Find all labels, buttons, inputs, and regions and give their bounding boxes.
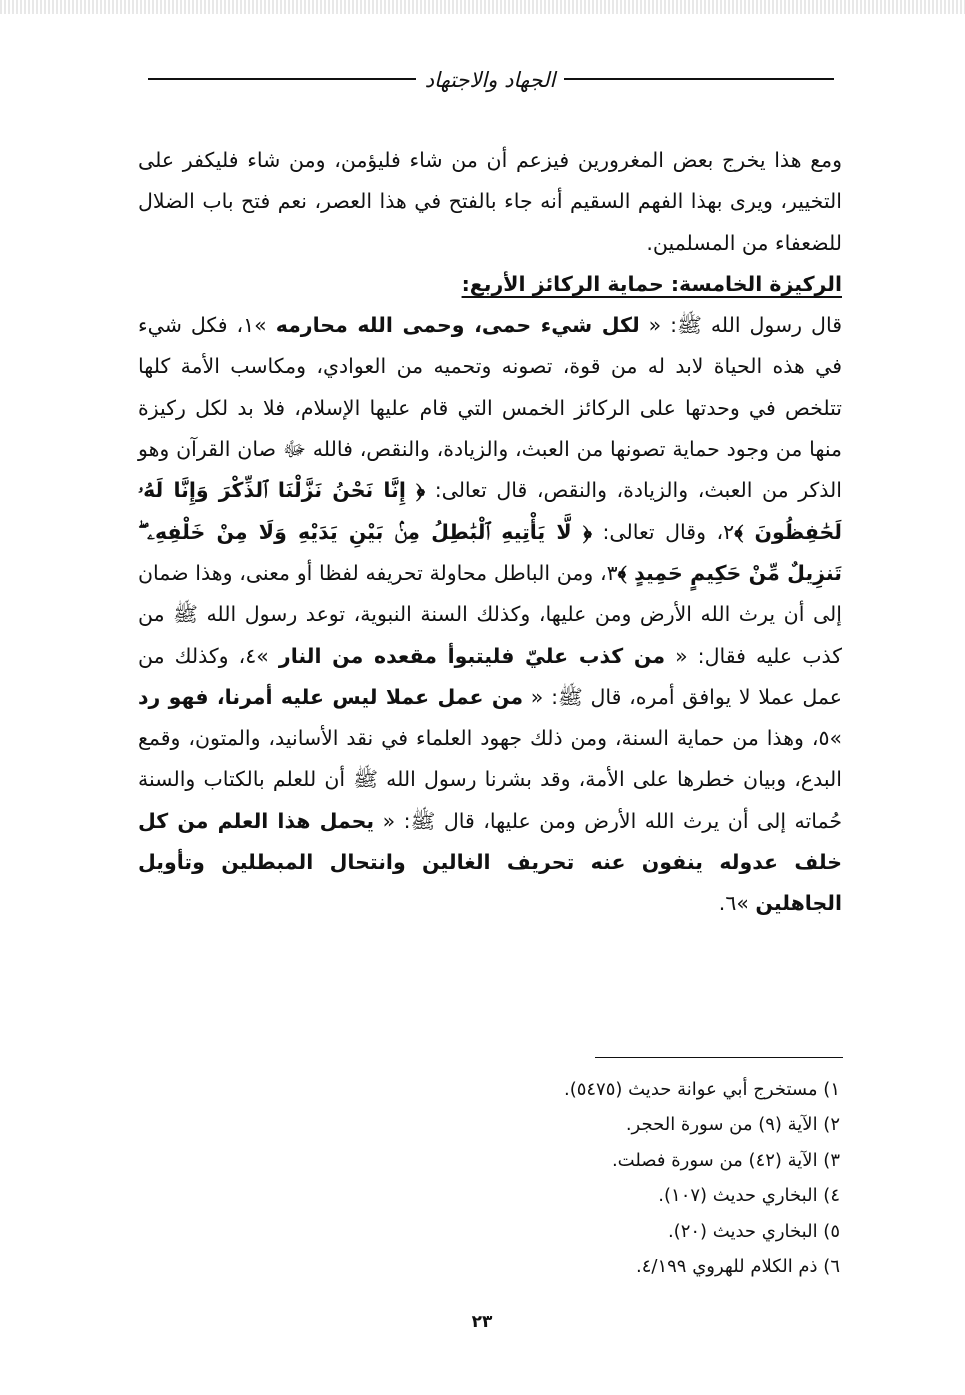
footnotes [300,1072,840,1284]
main-text [138,140,842,925]
footnote-4: ٤) البخاري حديث (١٠٧). [658,1185,840,1207]
emphasis-run: من كذب عليّ فليتبوأ مقعده من النار [278,643,666,668]
page-header [140,60,840,100]
footnote-6: ٦) ذم الكلام للهروي ٤/١٩٩. [636,1256,840,1278]
text-run: قال رسول الله ﷺ: « [639,313,842,338]
header-rule-right [564,78,834,80]
emphasis-run: من عمل عملا ليس عليه أمرنا، فهو رد [138,684,524,709]
paragraph-1: ومع هذا يخرج بعض المغرورين فيزعم أن من شاء فليؤمن، ومن شاء فليكفر على التخيير، ويرى بهذا الفهم السقيم أنه جاء بالفتح في هذا العصر، نعم فتح باب الضلال للضعفاء من المسلمين. [138,148,842,255]
paragraph-2 [138,305,842,924]
text-run: ٣، ومن الباطل محاولة تحريفه لفظا أو معنى، وهذا ضمان إلى أن يرث الله الأرض ومن عليها، وكذلك السنة النبوية، توعد رسول الله ﷺ من كذب عليه فقال: « [138,560,843,668]
text-run: »٤، وكذلك من عمل عملا لا يوافق أمره، قال ﷺ: « [138,643,842,709]
section-heading: الركيزة الخامسة: حماية الركائز الأربع: [461,271,842,296]
footnote-2: ٢) الآية (٩) من سورة الحجر. [625,1114,840,1136]
footnote-3: ٣) الآية (٤٢) من سورة فصلت. [611,1149,840,1171]
text-run: »٦. [718,891,756,916]
text-run: »١، فكل شيء في هذه الحياة لابد له من قوة، تصونه وتحميه من العوادي، ومكاسب الأمة كلها تتلخص في وحدتها على الركائز الخمس التي قام عليها الإسلام، فلا بد لكل ركيزة منها من وجود حماية تصونها من العبث، والزيادة، والنقص، فالله ﷻ صان القرآن وهو الذكر من العبث، والزيادة، والنقص، قال تعالى: [138,313,842,503]
footnote-separator [595,1057,843,1058]
emphasis-run: ﴿ إِنَّا نَحْنُ نَزَّلْنَا ٱلذِّكْرَ وَإِنَّا لَهُۥ لَحَٰفِظُونَ ﴾ [138,478,843,544]
scan-edge [0,0,965,14]
text-run: »٥، وهذا من حماية السنة، ومن ذلك جهود العلماء في نقد الأسانيد، والمتون، وقمع البدع، وبيان خطرها على الأمة، وقد بشرنا رسول الله ﷺ أن للعلم بالكتاب والسنة حُماته إلى أن يرث الله الأرض ومن عليها، قال ﷺ: « [138,726,843,833]
text-run: ٢، وقال تعالى: [591,519,735,544]
footnote-5: ٥) البخاري حديث (٢٠). [667,1220,840,1242]
header-logo: الجهاد والاجتهاد [424,68,556,92]
page-number: ٢٣ [471,1312,493,1332]
emphasis-run: يحمل هذا العلم من كل خلف عدوله ينفون عنه تحريف الغالين وانتحال المبطلين وتأويل الجاهلين [138,808,842,916]
footnote-1: ١) مستخرج أبي عوانة حديث (٥٤٧٥). [563,1079,840,1100]
emphasis-run: لكل شيء حمى، وحمى الله محارمه [275,313,640,338]
header-rule-left [148,78,416,80]
emphasis-run: ﴿ لَّا يَأْتِيهِ ٱلْبَٰطِلُ مِنۢ بَيْنِ يَدَيْهِ وَلَا مِنْ خَلْفِهِۦ ۖ تَنزِيلٌ مِّنْ حَكِيمٍ حَمِيدٍ ﴾ [138,519,842,585]
